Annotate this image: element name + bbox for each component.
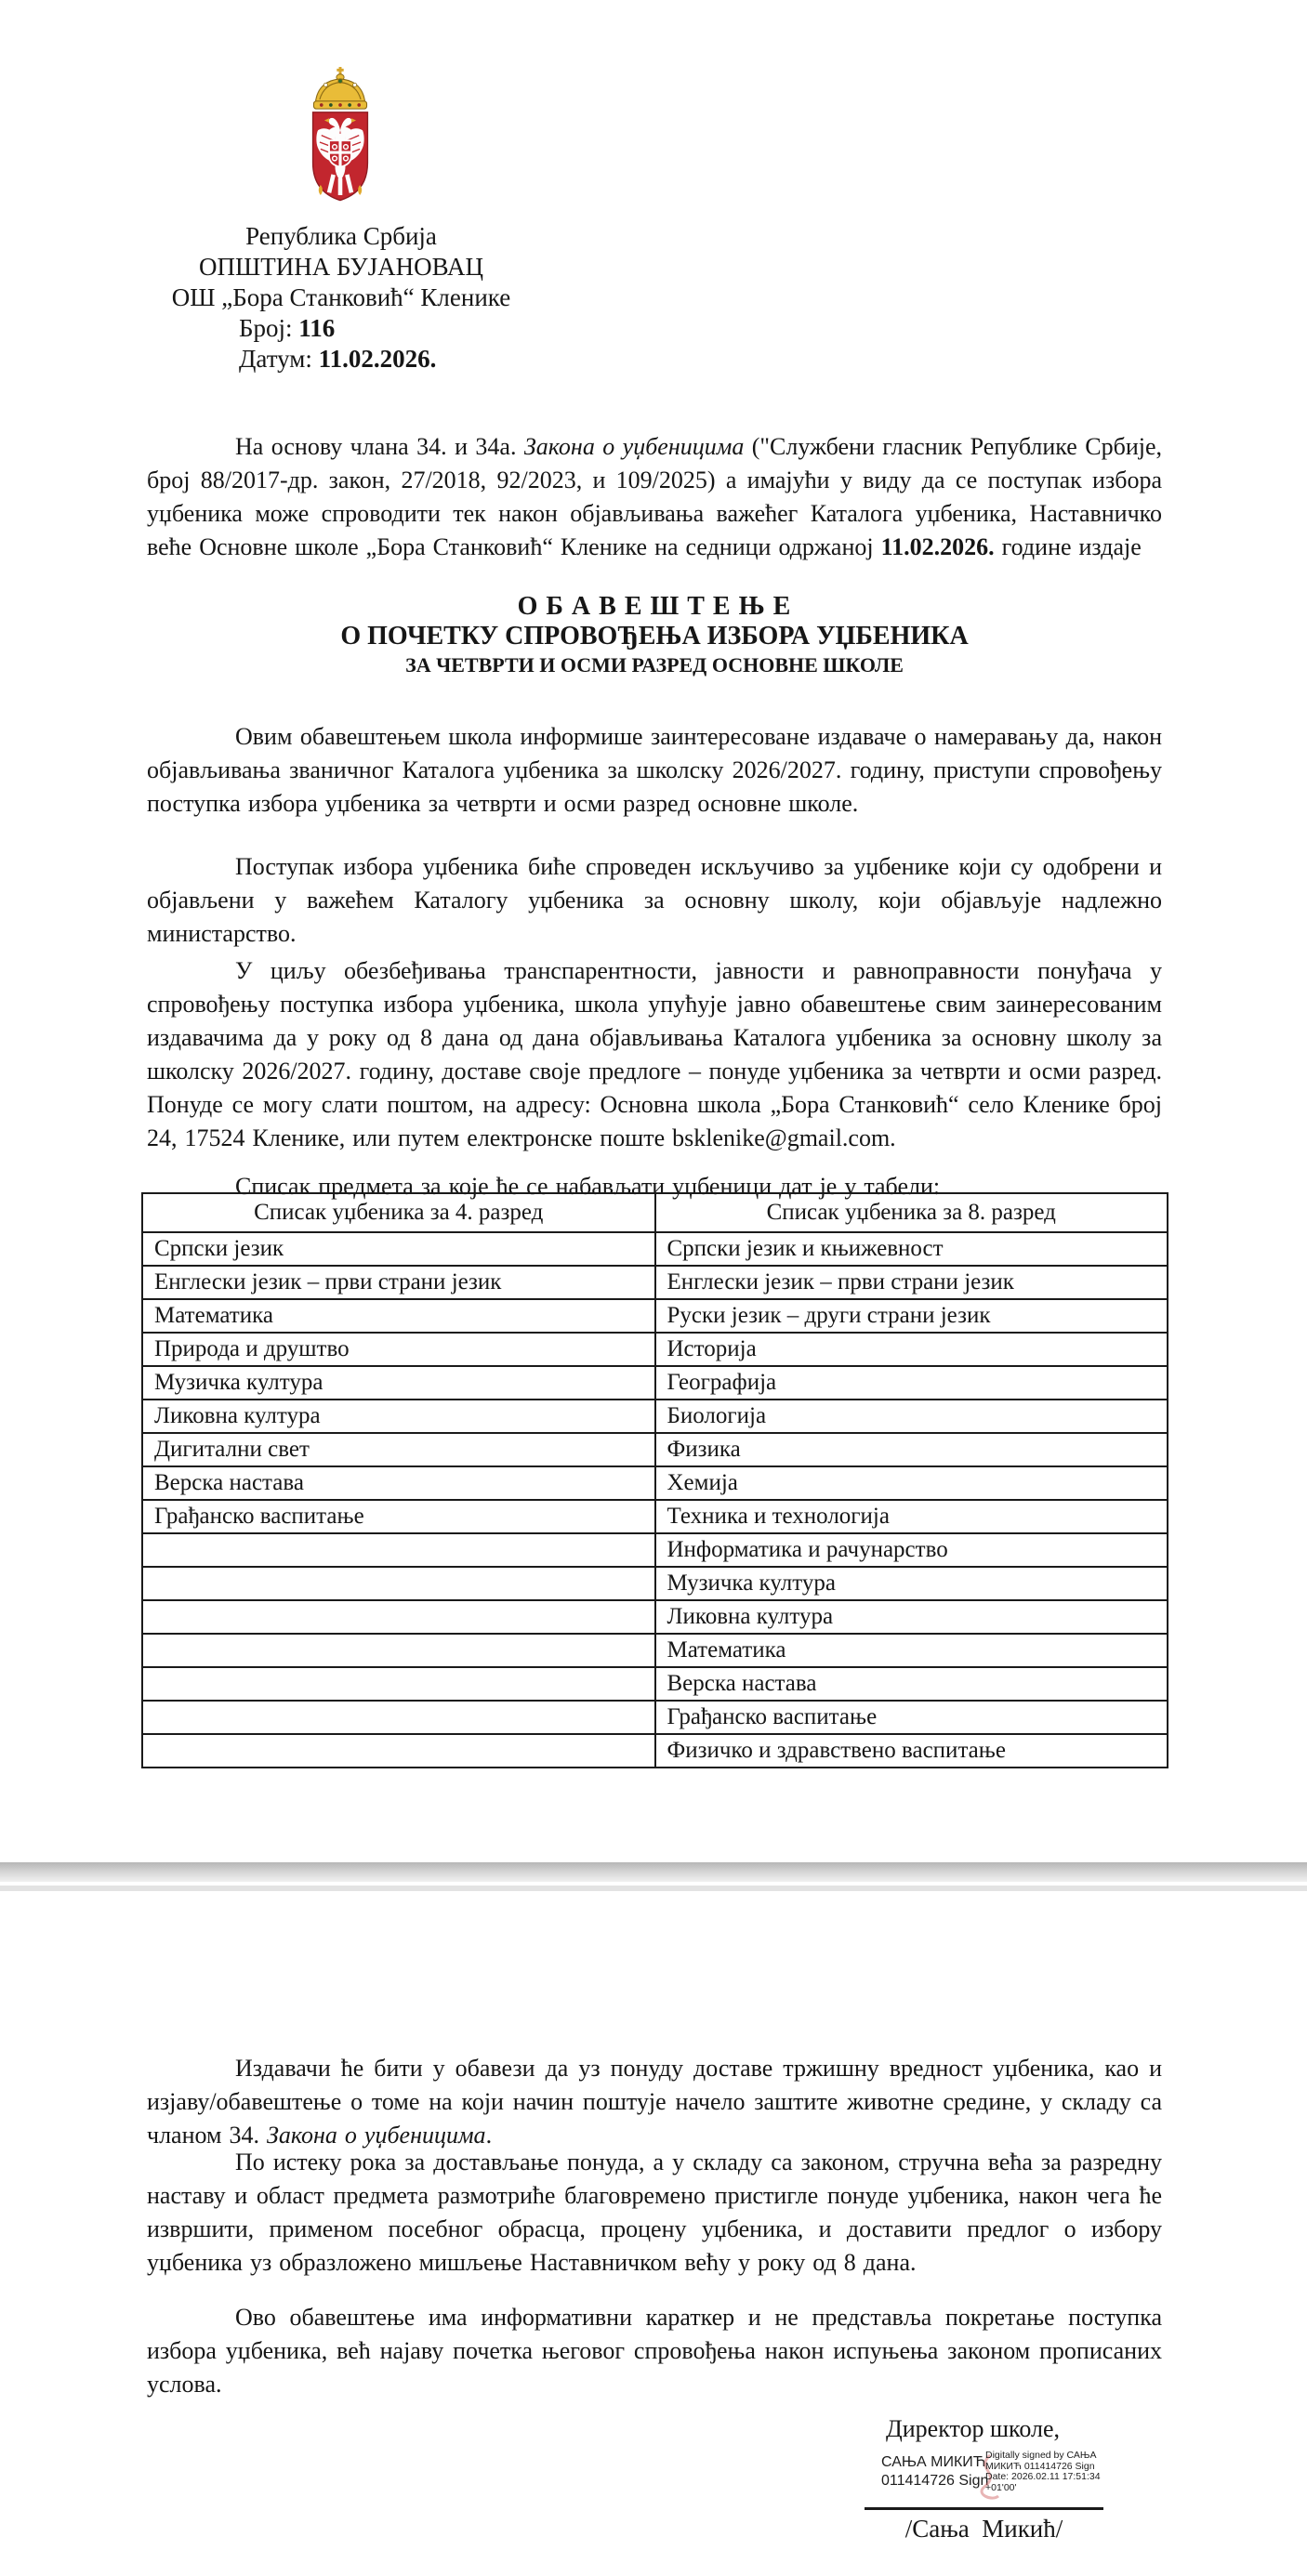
paragraph-review: По истеку рока за достављање понуда, а у складу са законом, стручна већа за разредну наставу и област предмета размотриће благовремено пристигле понуде уџбеника, након чега ће извршити, применом посебног обрасца, процену уџбеника, и доставити предлог о избору уџбеника уз образложено мишљење Наставничком већу у року од 8 дана. — [147, 2149, 1162, 2276]
table-row — [142, 1400, 1168, 1433]
law-title-italic: Закона о уџбеницима — [266, 2122, 486, 2149]
notice-title-line2: О ПОЧЕТКУ СПРОВОЂЕЊА ИЗБОРА УЏБЕНИКА — [340, 622, 969, 651]
header-grade8: Списак уџбеника за 8. разред — [655, 1193, 1168, 1232]
table-row — [142, 1567, 1168, 1600]
cell-grade8-subject: Математика — [655, 1634, 1168, 1667]
table-row — [142, 1433, 1168, 1466]
cell-grade8-subject: Руски језик – други страни језик — [655, 1299, 1168, 1333]
letterhead-school: ОШ „Бора Станковић“ Кленике — [171, 283, 511, 311]
table-row — [142, 1734, 1168, 1768]
letterhead-country: Република Србија — [245, 222, 437, 250]
document-number: Број: 116 — [239, 314, 336, 342]
cell-grade8-subject: Информатика и рачунарство — [655, 1533, 1168, 1567]
signature-line — [865, 2507, 1103, 2510]
cell-grade8-subject: Верска настава — [655, 1667, 1168, 1701]
paragraph-table-note: Списак предмета за које ће се набављати уџбеници дат је у табели: — [235, 1173, 941, 1200]
signature-name: /Сања Микић/ — [904, 2515, 1063, 2543]
table-row — [142, 1266, 1168, 1299]
cell-grade8-subject: Биологија — [655, 1400, 1168, 1433]
stamp-signer-id: 011414726 Sign — [881, 2473, 989, 2489]
paragraph-informative: Ово обавештење има информативни караткер и не представља покретање поступка избора уџбеника, већ најаву почетка његовог спровођења након испуњења законом прописаних услова. — [147, 2304, 1162, 2398]
crown-icon — [313, 67, 366, 109]
page-break-shadow — [0, 1862, 1307, 1882]
paragraph-offers: У циљу обезбеђивања транспарентности, јавности и равноправности понуђача у спровођењу поступка избора уџбеника, школа упућује јавно обавештење свим заинересованим издавачима да у року од 8 дана од дана објављивања Каталога уџбеника за основну школу за школску 2026/2027. годину, доставе своје предлоге – понуде уџбеника за четврти и осми разред. Понуде се могу слати поштом, на адресу: Основна школа „Бора Станковић“ село Кленике број 24, 17524 Кленике, или путем електронске поште bsklenike@gmail.com. — [147, 957, 1162, 1151]
cell-grade4-subject: Математика — [142, 1299, 655, 1333]
intro-paragraph: На основу члана 34. и 34а. Закона о уџбеницима ("Службени гласник Републике Србије, број 88/2017-др. закон, 27/2018, 92/2023, и 109/2025) а имајући у виду да се поступак избора уџбеника може спроводити тек након објављивања важећег Каталога уџбеника, Наставничко веће Основне школе „Бора Станковић“ Кленике на седници одржаној 11.02.2026. године издаје — [147, 433, 1162, 560]
table-row — [142, 1333, 1168, 1366]
cell-grade4-subject: Дигитални свет — [142, 1433, 655, 1466]
session-date-bold: 11.02.2026. — [880, 533, 995, 560]
cell-grade8-subject: Музичка култура — [655, 1567, 1168, 1600]
cell-grade4-subject — [142, 1701, 655, 1734]
table-row — [142, 1299, 1168, 1333]
subjects-table — [141, 1192, 1168, 1768]
cell-grade8-subject: Историја — [655, 1333, 1168, 1366]
signature-role: Директор школе, — [886, 2415, 1061, 2442]
notice-title-line3: ЗА ЧЕТВРТИ И ОСМИ РАЗРЕД ОСНОВНЕ ШКОЛЕ — [405, 653, 904, 677]
letterhead — [141, 221, 541, 375]
paragraph-catalog: Поступак избора уџбеника биће спроведен искључиво за уџбенике који су одобрени и објављени у важећем Каталогу уџбеника за основну школу, који објављује надлежно министарство. — [147, 853, 1162, 947]
cell-grade4-subject: Верска настава — [142, 1466, 655, 1500]
cell-grade4-subject — [142, 1533, 655, 1567]
cell-grade8-subject: Техника и технологија — [655, 1500, 1168, 1533]
cell-grade4-subject: Енглески језик – први страни језик — [142, 1266, 655, 1299]
cell-grade4-subject: Српски језик — [142, 1232, 655, 1266]
document-date: Датум: 11.02.2026. — [239, 345, 437, 373]
table-row — [142, 1232, 1168, 1266]
cell-grade4-subject — [142, 1600, 655, 1634]
digital-signature-stamp — [881, 2450, 1123, 2509]
cell-grade8-subject: Ликовна култура — [655, 1600, 1168, 1634]
cell-grade4-subject — [142, 1667, 655, 1701]
cell-grade4-subject: Природа и друштво — [142, 1333, 655, 1366]
table-row — [142, 1600, 1168, 1634]
cell-grade8-subject: Грађанско васпитање — [655, 1701, 1168, 1734]
cross-shield — [329, 140, 351, 167]
cell-grade4-subject — [142, 1634, 655, 1667]
cell-grade4-subject — [142, 1734, 655, 1768]
paragraph-intent: Овим обавештењем школа информише заинтересоване издаваче о намеравању да, након објављивања званичног Каталога уџбеника за школску 2026/2027. годину, приступи спровођењу поступка избора уџбеника за четврти и осми разред основне школе. — [147, 723, 1162, 817]
table-row — [142, 1533, 1168, 1567]
cell-grade8-subject: Физичко и здравствено васпитање — [655, 1734, 1168, 1768]
cell-grade8-subject: Хемија — [655, 1466, 1168, 1500]
page-2 — [0, 1891, 1307, 2576]
serbia-coat-of-arms — [297, 67, 383, 217]
subjects-table-header-row — [142, 1193, 1168, 1232]
law-title-italic: Закона о уџбеницима — [523, 433, 745, 460]
letterhead-municipality: ОПШТИНА БУЈАНОВАЦ — [199, 253, 483, 281]
table-row — [142, 1701, 1168, 1734]
table-row — [142, 1366, 1168, 1400]
cell-grade8-subject: Српски језик и књижевност — [655, 1232, 1168, 1266]
cell-grade4-subject: Музичка култура — [142, 1366, 655, 1400]
notice-title-line1: О Б А В Е Ш Т Е Њ Е — [517, 592, 792, 621]
cell-grade4-subject — [142, 1567, 655, 1600]
stamp-details: Digitally signed by САЊА МИКИЋ 011414726 Sign Date: 2026.02.11 17:51:34 +01'00' — [985, 2450, 1101, 2493]
cell-grade8-subject: Географија — [655, 1366, 1168, 1400]
table-row — [142, 1466, 1168, 1500]
paragraph-market-value: Издавачи ће бити у обавези да уз понуду доставе тржишну вредност уџбеника, као и изјаву/обавештење о томе на који начин поштује начело заштите животне средине, у складу са чланом 34. Закона о уџбеницима. — [147, 2055, 1162, 2149]
table-row — [142, 1500, 1168, 1533]
cell-grade8-subject: Физика — [655, 1433, 1168, 1466]
stamp-signer-name: САЊА МИКИЋ — [881, 2454, 986, 2470]
subjects-table-body — [142, 1232, 1168, 1768]
header-grade4: Списак уџбеника за 4. разред — [142, 1193, 655, 1232]
subjects-table-head — [142, 1193, 1168, 1232]
table-row — [142, 1667, 1168, 1701]
notice-title — [147, 592, 1162, 679]
cell-grade4-subject: Грађанско васпитање — [142, 1500, 655, 1533]
cell-grade4-subject: Ликовна култура — [142, 1400, 655, 1433]
table-row — [142, 1634, 1168, 1667]
cell-grade8-subject: Енглески језик – први страни језик — [655, 1266, 1168, 1299]
